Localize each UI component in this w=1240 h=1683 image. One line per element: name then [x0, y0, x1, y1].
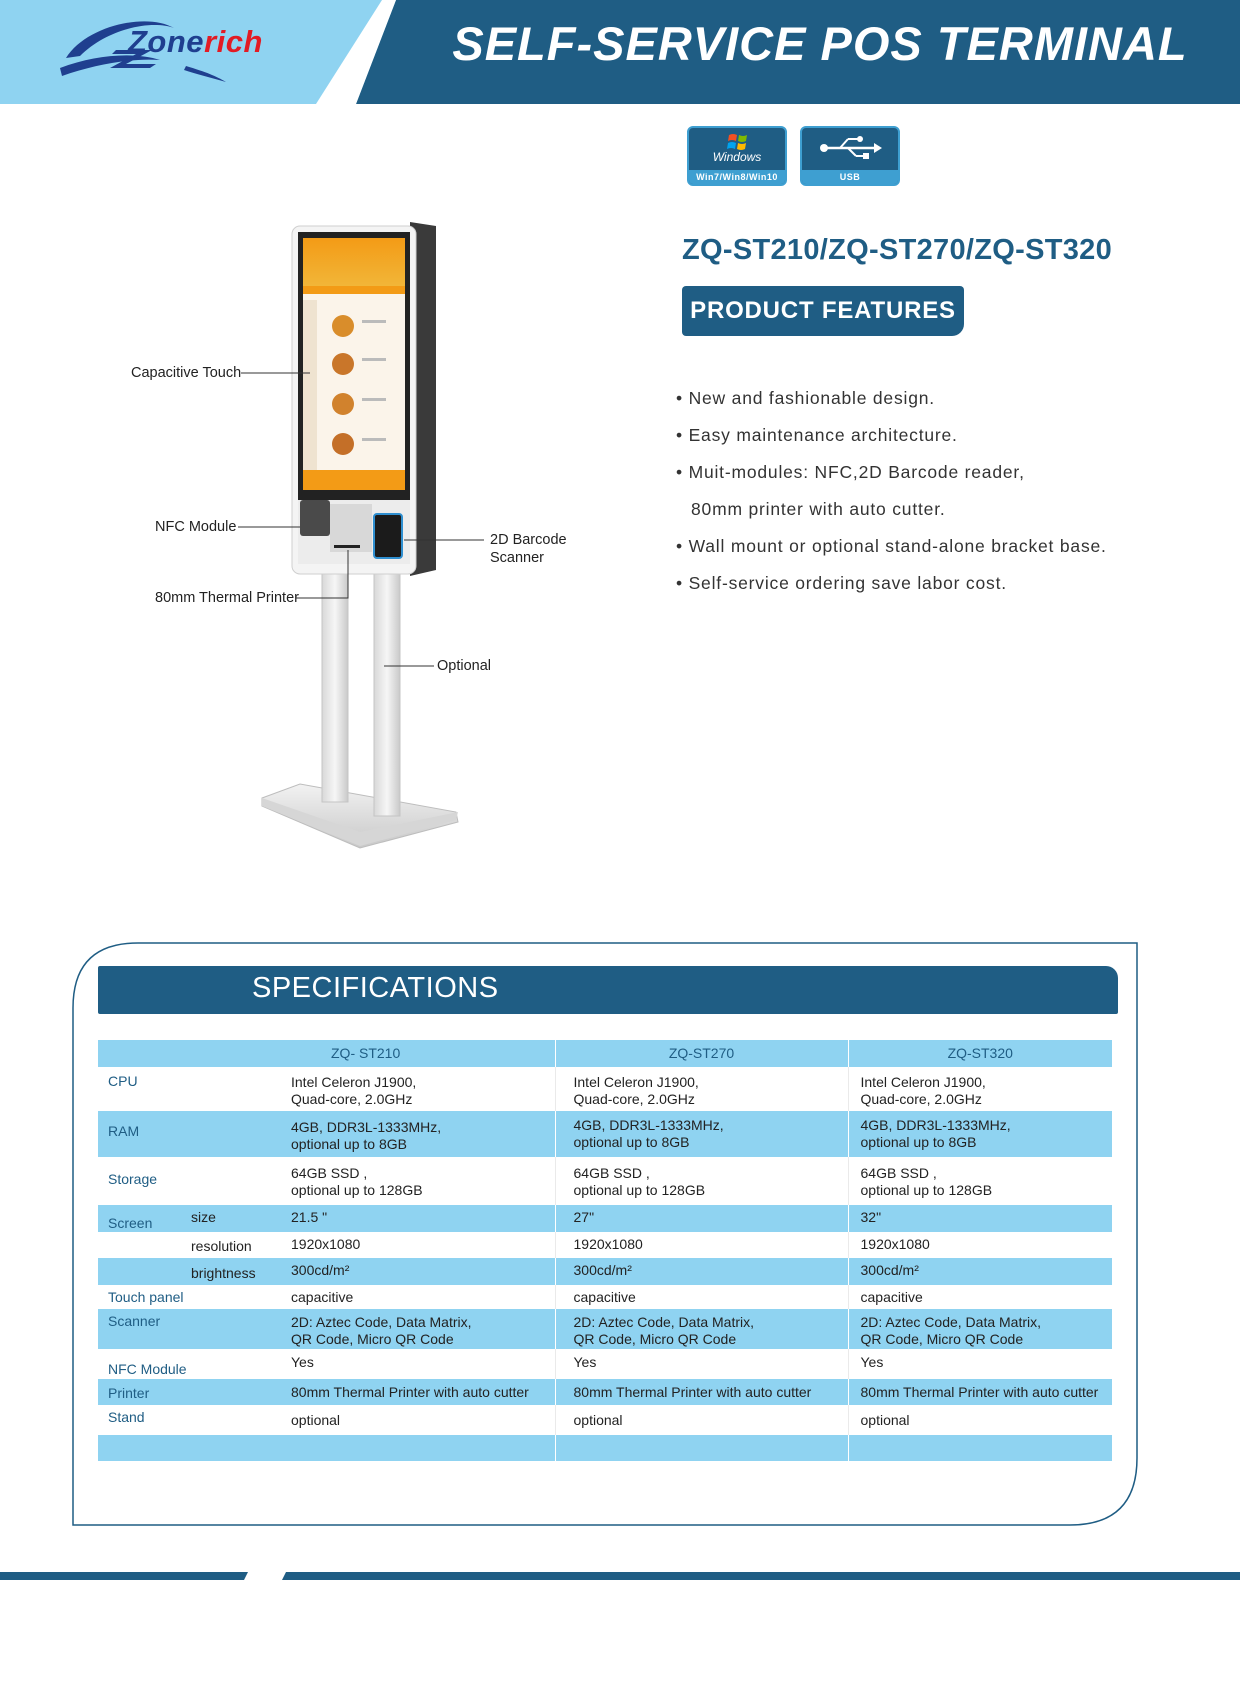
table-cell: [555, 1157, 848, 1205]
table-row-storage: [98, 1157, 1112, 1205]
table-cell: [848, 1309, 1112, 1349]
callout-scanner-line-2: Scanner: [490, 550, 545, 566]
table-row-touch-panel: [98, 1285, 1112, 1309]
cell-line: 4GB, DDR3L-1333MHz,: [291, 1119, 442, 1135]
model-column-header: ZQ-ST320: [848, 1040, 1112, 1067]
cell-line: Intel Celeron J1900,: [573, 1074, 699, 1090]
table-cell: optional: [848, 1405, 1112, 1435]
specifications-table: [98, 1040, 1112, 1461]
callout-capacitive-touch: Capacitive Touch: [131, 365, 242, 381]
table-cell-empty: [98, 1258, 191, 1285]
table-cell: 1920x1080: [848, 1232, 1112, 1258]
callout-thermal-printer: 80mm Thermal Printer: [155, 590, 299, 606]
table-cell-empty: [291, 1435, 555, 1461]
cell-line: QR Code, Micro QR Code: [860, 1331, 1024, 1347]
table-cell: Yes: [291, 1354, 314, 1370]
row-sublabel: resolution: [191, 1238, 252, 1254]
row-label: Stand: [108, 1409, 145, 1425]
feature-item: • Self-service ordering save labor cost.: [676, 573, 1007, 593]
feature-item: • New and fashionable design.: [676, 388, 935, 408]
table-cell: optional: [555, 1405, 848, 1435]
table-cell: Yes: [555, 1349, 848, 1379]
table-row-screen-brightness: [98, 1258, 1112, 1285]
cell-line: 4GB, DDR3L-1333MHz,: [573, 1117, 724, 1133]
table-row-blank: [98, 1435, 1112, 1461]
table-cell: [555, 1111, 848, 1157]
table-cell: 80mm Thermal Printer with auto cutter: [848, 1379, 1112, 1405]
table-cell: capacitive: [555, 1285, 848, 1309]
features-heading: PRODUCT FEATURES: [682, 286, 964, 336]
feature-item: • Easy maintenance architecture.: [676, 425, 958, 445]
row-sublabel: brightness: [191, 1258, 291, 1285]
logo-text-part-1: Zone: [128, 24, 205, 59]
table-cell-empty: [98, 1232, 191, 1258]
feature-continuation: 80mm printer with auto cutter.: [691, 499, 946, 519]
table-cell: [848, 1111, 1112, 1157]
table-cell: 21.5 ": [291, 1205, 555, 1232]
cell-line: Quad-core, 2.0GHz: [860, 1091, 982, 1107]
cell-line: optional up to 8GB: [291, 1136, 407, 1152]
table-cell: 1920x1080: [291, 1236, 361, 1252]
table-cell: 300cd/m²: [291, 1258, 555, 1285]
callout-scanner-line-1: 2D Barcode: [490, 532, 567, 548]
table-cell: [555, 1067, 848, 1111]
table-cell: Yes: [848, 1349, 1112, 1379]
cell-line: optional up to 128GB: [860, 1182, 993, 1198]
page-title: SELF-SERVICE POS TERMINAL: [452, 17, 1188, 70]
cell-line: 4GB, DDR3L-1333MHz,: [860, 1117, 1011, 1133]
specifications-title: SPECIFICATIONS: [252, 972, 499, 1004]
specifications-header-bar: [98, 966, 1118, 1014]
cell-line: 2D: Aztec Code, Data Matrix,: [860, 1314, 1042, 1330]
cell-line: Quad-core, 2.0GHz: [291, 1091, 413, 1107]
table-header-row: [98, 1040, 1112, 1067]
model-number: ZQ-ST210/ZQ-ST270/ZQ-ST320: [682, 234, 1113, 266]
table-cell: [291, 1309, 555, 1349]
table-row-nfc: [98, 1349, 1112, 1379]
cell-line: Intel Celeron J1900,: [860, 1074, 986, 1090]
table-row-stand: [98, 1405, 1112, 1435]
table-row-printer: [98, 1379, 1112, 1405]
cell-line: 64GB SSD ,: [573, 1165, 650, 1181]
cell-line: optional up to 8GB: [573, 1134, 690, 1150]
callout-nfc-module: NFC Module: [155, 519, 237, 535]
table-cell: 80mm Thermal Printer with auto cutter: [555, 1379, 848, 1405]
table-cell: 300cd/m²: [848, 1258, 1112, 1285]
table-cell-empty: [848, 1435, 1112, 1461]
table-cell: capacitive: [848, 1285, 1112, 1309]
table-cell: 32": [848, 1205, 1112, 1232]
row-sublabel: size: [191, 1205, 291, 1232]
windows-caption: Win7/Win8/Win10: [689, 170, 785, 184]
row-label: Storage: [108, 1171, 158, 1187]
cell-line: 64GB SSD ,: [860, 1165, 937, 1181]
row-label: CPU: [108, 1073, 138, 1089]
cell-line: optional up to 128GB: [291, 1182, 423, 1198]
table-cell: capacitive: [291, 1289, 354, 1305]
table-row-ram: [98, 1111, 1112, 1157]
cell-line: 2D: Aztec Code, Data Matrix,: [573, 1314, 755, 1330]
model-column-header: ZQ-ST270: [555, 1040, 848, 1067]
row-label: NFC Module: [108, 1361, 187, 1377]
cell-line: optional up to 8GB: [860, 1134, 977, 1150]
table-cell: [848, 1067, 1112, 1111]
table-cell: 300cd/m²: [555, 1258, 848, 1285]
row-label: Scanner: [98, 1309, 291, 1349]
cell-line: 64GB SSD ,: [291, 1165, 368, 1181]
cell-line: QR Code, Micro QR Code: [291, 1331, 454, 1347]
feature-item: • Muit-modules: NFC,2D Barcode reader,: [676, 462, 1025, 482]
table-cell: 1920x1080: [555, 1232, 848, 1258]
table-corner-cell: [98, 1040, 291, 1067]
callout-barcode-scanner: [490, 531, 567, 567]
table-row-scanner: [98, 1309, 1112, 1349]
table-cell: [555, 1309, 848, 1349]
table-cell: optional: [291, 1412, 341, 1428]
table-cell: 27": [555, 1205, 848, 1232]
cell-line: Quad-core, 2.0GHz: [573, 1091, 695, 1107]
table-cell: [291, 1157, 555, 1205]
table-cell-empty: [98, 1435, 291, 1461]
row-label: Printer: [98, 1379, 291, 1405]
usb-caption: USB: [802, 170, 898, 184]
table-cell: [291, 1067, 555, 1111]
table-row-screen-resolution: [98, 1232, 1112, 1258]
model-column-header: ZQ- ST210: [291, 1040, 555, 1067]
footer-stripe: [0, 1572, 1240, 1580]
table-cell: [848, 1157, 1112, 1205]
table-cell-empty: [555, 1435, 848, 1461]
cell-line: Intel Celeron J1900,: [291, 1074, 417, 1090]
logo-text-part-2: rich: [204, 24, 263, 59]
feature-item: • Wall mount or optional stand-alone bracket base.: [676, 536, 1107, 556]
row-label: RAM: [98, 1111, 291, 1157]
cell-line: 2D: Aztec Code, Data Matrix,: [291, 1314, 472, 1330]
cell-line: QR Code, Micro QR Code: [573, 1331, 737, 1347]
table-cell: 80mm Thermal Printer with auto cutter: [291, 1379, 555, 1405]
cell-line: optional up to 128GB: [573, 1182, 706, 1198]
table-row-cpu: [98, 1067, 1112, 1111]
table-row-screen-size: [98, 1205, 1112, 1232]
row-label: Touch panel: [108, 1289, 184, 1305]
row-label: Screen: [98, 1205, 191, 1232]
windows-label: Windows: [712, 150, 762, 164]
callout-optional-stand: Optional: [437, 658, 492, 674]
table-cell: [291, 1111, 555, 1157]
